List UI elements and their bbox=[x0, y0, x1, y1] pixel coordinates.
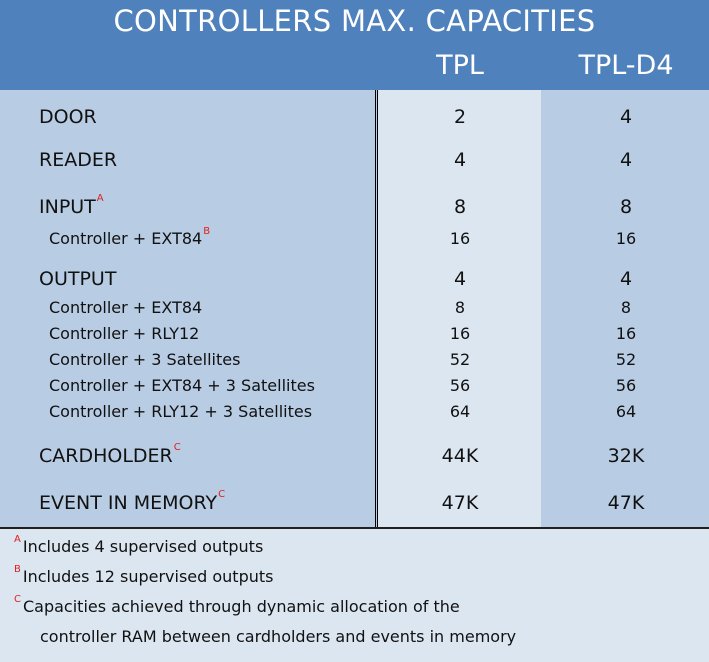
value-tpl: 8 bbox=[453, 196, 467, 218]
value-tpl: 16 bbox=[449, 324, 471, 343]
table-row-reader bbox=[0, 149, 709, 175]
footnote-b: $^B$ Includes 12 supervised outputs bbox=[14, 564, 274, 586]
footnote-c: $^C$ Capacities achieved through dynamic allocation of the bbox=[14, 594, 460, 616]
value-tpl-d4: 47K bbox=[607, 492, 645, 514]
row-label: DOOR bbox=[39, 106, 97, 128]
column-header-tpl: TPL bbox=[436, 50, 484, 81]
row-label: Controller + $EXT84^B$ bbox=[49, 226, 211, 248]
row-label: Controller + RLY12 + 3 Satellites bbox=[49, 402, 313, 421]
footnote-mark: A bbox=[96, 193, 104, 204]
table-row-output-rly12 bbox=[0, 324, 709, 350]
table-row-output-ext84 bbox=[0, 298, 709, 324]
column-header-tpl-d4: TPL-D4 bbox=[578, 50, 674, 81]
value-tpl: 2 bbox=[453, 106, 467, 128]
row-label: EVENT IN $MEMORY^C$ bbox=[39, 489, 226, 514]
footnote-mark: B bbox=[203, 226, 211, 237]
row-label: Controller + RLY12 bbox=[49, 324, 200, 343]
table-row-output-ext84-satellites bbox=[0, 376, 709, 402]
row-label: $CARDHOLDER^C$ bbox=[39, 442, 181, 467]
table-row-cardholder bbox=[0, 442, 709, 471]
footnotes bbox=[0, 529, 709, 662]
value-tpl: 4 bbox=[453, 268, 467, 290]
value-tpl-d4: 16 bbox=[615, 324, 637, 343]
footnote-c-continued: controller RAM between cardholders and events in memory bbox=[40, 627, 517, 646]
value-tpl: 16 bbox=[449, 229, 471, 248]
value-tpl: 4 bbox=[453, 149, 467, 171]
table-row-door bbox=[0, 106, 709, 132]
value-tpl-d4: 16 bbox=[615, 229, 637, 248]
value-tpl-d4: 4 bbox=[619, 268, 633, 290]
table-row-event-in-memory bbox=[0, 489, 709, 518]
row-label: READER bbox=[39, 149, 118, 171]
value-tpl-d4: 4 bbox=[619, 149, 633, 171]
table-title: CONTROLLERS MAX. CAPACITIES bbox=[113, 4, 596, 38]
value-tpl: 56 bbox=[449, 376, 471, 395]
row-label: $INPUT^A$ bbox=[39, 193, 104, 218]
table-header bbox=[0, 0, 709, 90]
row-label: OUTPUT bbox=[39, 268, 117, 290]
value-tpl-d4: 64 bbox=[615, 402, 637, 421]
table-row-input bbox=[0, 193, 709, 222]
value-tpl: 8 bbox=[454, 298, 466, 317]
row-label: Controller + EXT84 bbox=[49, 298, 203, 317]
value-tpl: 44K bbox=[441, 445, 479, 467]
value-tpl-d4: 52 bbox=[615, 350, 637, 369]
value-tpl-d4: 4 bbox=[619, 106, 633, 128]
table-row-output-rly12-satellites bbox=[0, 402, 709, 428]
value-tpl-d4: 8 bbox=[620, 298, 632, 317]
table-row-input-ext84 bbox=[0, 226, 709, 255]
row-label: Controller + EXT84 + 3 Satellites bbox=[49, 376, 315, 395]
value-tpl-d4: 8 bbox=[619, 196, 633, 218]
value-tpl: 64 bbox=[449, 402, 471, 421]
row-label: Controller + 3 Satellites bbox=[49, 350, 241, 369]
table-row-output-satellites bbox=[0, 350, 709, 376]
value-tpl-d4: 56 bbox=[615, 376, 637, 395]
footnote-a: $^A$ Includes 4 supervised outputs bbox=[14, 534, 264, 556]
footnote-mark: C bbox=[218, 489, 226, 500]
value-tpl-d4: 32K bbox=[607, 445, 645, 467]
table-row-output bbox=[0, 268, 709, 294]
value-tpl: 47K bbox=[441, 492, 479, 514]
footnote-mark: C bbox=[173, 442, 181, 453]
value-tpl: 52 bbox=[449, 350, 471, 369]
